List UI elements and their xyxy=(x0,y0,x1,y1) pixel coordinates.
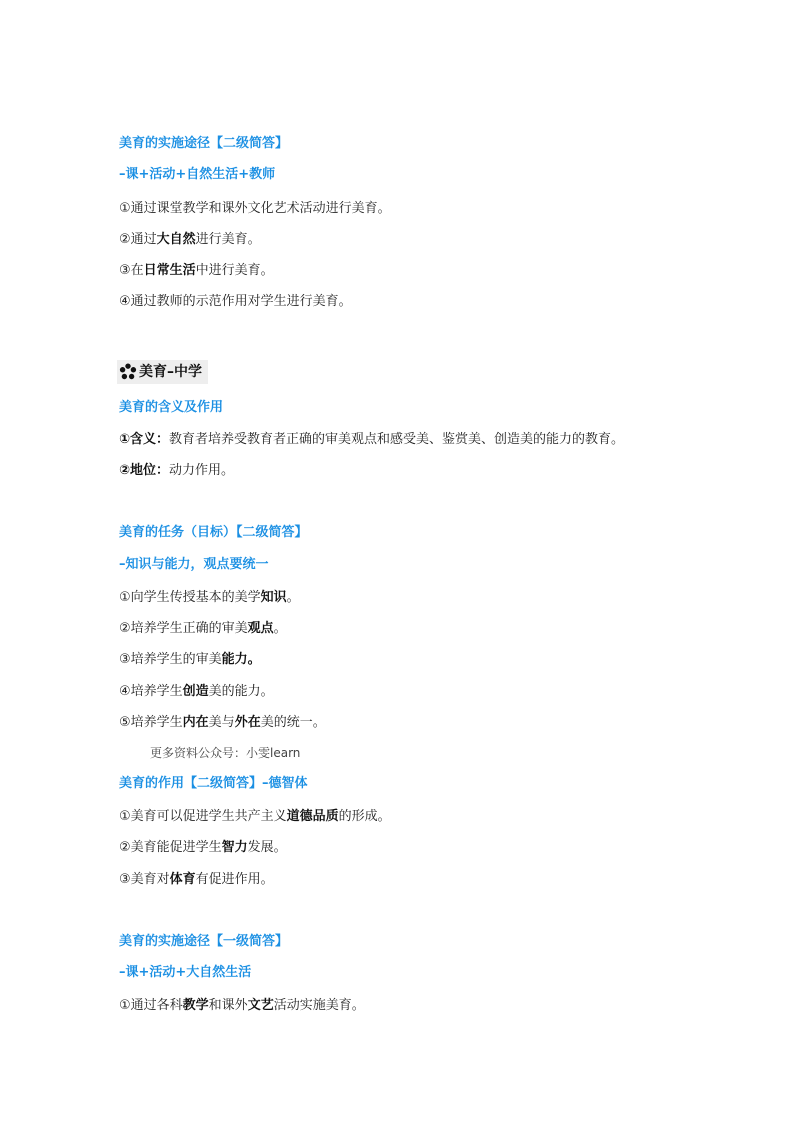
list-item xyxy=(119,620,287,638)
list-item xyxy=(119,871,274,889)
definition-label: ①含义： xyxy=(119,432,170,447)
heading-meaning: 美育的含义及作用 xyxy=(119,400,224,415)
item-keyword: 智力 xyxy=(221,840,248,855)
list-item xyxy=(119,997,365,1015)
item-keyword: 创造 xyxy=(182,684,209,699)
item-text: 进行美育。 xyxy=(195,232,261,247)
status-label: ②地位： xyxy=(119,463,170,478)
item-keyword: 观点 xyxy=(247,621,274,636)
item-keyword: 日常生活 xyxy=(143,263,196,278)
item-text: 美的能力。 xyxy=(208,684,274,699)
section-title xyxy=(117,360,208,384)
list-item: ①通过课堂教学和课外文化艺术活动进行美育。 xyxy=(119,201,391,216)
definition-text: 教育者培养受教育者正确的审美观点和感受美、鉴赏美、创造美的能力的教育。 xyxy=(169,432,625,447)
list-item xyxy=(119,839,287,857)
item-text: 中进行美育。 xyxy=(195,263,274,278)
heading-tasks: 美育的任务（目标）【二级简答】 xyxy=(119,525,308,540)
item-text: ①向学生传授基本的美学 xyxy=(119,590,261,605)
item-text: 和课外 xyxy=(208,998,248,1013)
item-keyword: 知识 xyxy=(260,590,287,605)
item-text: 的形成。 xyxy=(338,809,391,824)
list-item xyxy=(119,262,274,280)
mnemonic-implementation: –课+活动+自然生活+教师 xyxy=(119,167,276,182)
item-text: 活动实施美育。 xyxy=(273,998,365,1013)
heading-implementation-level2: 美育的实施途径【二级简答】 xyxy=(119,136,289,151)
item-text: 。 xyxy=(286,590,300,605)
item-text: ①美育可以促进学生共产主义 xyxy=(119,809,287,824)
flower-star-icon xyxy=(119,363,137,381)
list-item xyxy=(119,808,391,826)
item-text: 。 xyxy=(273,621,287,636)
heading-functions: 美育的作用【二级简答】–德智体 xyxy=(119,776,308,791)
item-text: 美的统一。 xyxy=(260,715,326,730)
item-keyword: 体育 xyxy=(169,872,196,887)
definition-row xyxy=(119,431,624,449)
item-keyword: 教学 xyxy=(182,998,209,1013)
list-item xyxy=(119,683,274,701)
status-row xyxy=(119,462,234,480)
status-text: 动力作用。 xyxy=(169,463,235,478)
mnemonic-tasks: –知识与能力，观点要统一 xyxy=(119,557,269,572)
item-text: 有促进作用。 xyxy=(195,872,274,887)
list-item xyxy=(119,714,326,732)
item-text: 发展。 xyxy=(247,840,287,855)
item-text: ③美育对 xyxy=(119,872,170,887)
item-text: ③培养学生的审美 xyxy=(119,652,222,667)
item-text: ⑤培养学生 xyxy=(119,715,183,730)
item-keyword: 外在 xyxy=(234,715,261,730)
item-text: ①通过各科 xyxy=(119,998,183,1013)
list-item xyxy=(119,651,261,669)
item-keyword: 内在 xyxy=(182,715,209,730)
item-text: ③在 xyxy=(119,263,144,278)
item-text: 美与 xyxy=(208,715,235,730)
item-keyword: 道德品质 xyxy=(286,809,339,824)
mnemonic-implementation-2: –课+活动+大自然生活 xyxy=(119,965,252,980)
item-keyword: 文艺 xyxy=(247,998,274,1013)
list-item: ④通过教师的示范作用对学生进行美育。 xyxy=(119,294,352,309)
item-text: ②培养学生正确的审美 xyxy=(119,621,248,636)
list-item xyxy=(119,231,261,249)
list-item xyxy=(119,589,300,607)
item-keyword: 大自然 xyxy=(156,232,196,247)
footnote: 更多资料公众号：小雯learn xyxy=(150,746,301,760)
item-text: ②通过 xyxy=(119,232,157,247)
item-text: ④培养学生 xyxy=(119,684,183,699)
section-title-text: 美育–中学 xyxy=(139,364,202,380)
item-text: ②美育能促进学生 xyxy=(119,840,222,855)
heading-implementation-level1: 美育的实施途径【一级简答】 xyxy=(119,934,289,949)
item-keyword: 能力。 xyxy=(221,652,261,667)
